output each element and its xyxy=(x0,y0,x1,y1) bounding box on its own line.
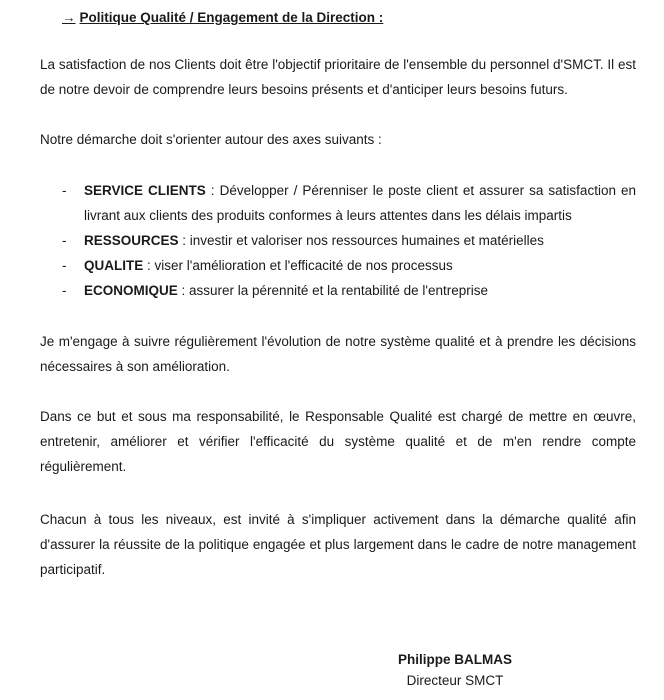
axes-list xyxy=(62,178,636,303)
axis-keyword: SERVICE CLIENTS xyxy=(84,183,206,198)
signatory-role: Directeur SMCT xyxy=(406,673,504,688)
intro-paragraph: La satisfaction de nos Clients doit être l'objectif prioritaire de l'ensemble du personnel d'SMCT. Il est de notre devoir de comprendre leurs besoins présents et d'anticiper leurs besoins futurs. xyxy=(40,57,636,97)
arrow-icon: → xyxy=(62,10,76,25)
axis-text: : assurer la pérennité et la rentabilité de l'entreprise xyxy=(177,283,489,298)
page-title xyxy=(62,10,383,25)
commitment-paragraph: Je m'engage à suivre régulièrement l'évolution de notre système qualité et à prendre les décisions nécessaires à son amélioration. xyxy=(40,334,636,374)
bullet-dash: - xyxy=(62,233,67,248)
signature-block xyxy=(398,649,512,691)
axis-text: : viser l'amélioration et l'efficacité de nos processus xyxy=(143,258,453,273)
bullet-dash: - xyxy=(62,283,67,298)
title-text: Politique Qualité / Engagement de la Direction : xyxy=(79,10,384,25)
involvement-paragraph: Chacun à tous les niveaux, est invité à s'impliquer activement dans la démarche qualité afin d'assurer la réussite de la politique engagée et plus largement dans le cadre de notre management participatif. xyxy=(40,512,636,577)
list-item xyxy=(62,253,636,278)
axis-text: : investir et valoriser nos ressources humaines et matérielles xyxy=(178,233,544,248)
signatory-name: Philippe BALMAS xyxy=(398,652,512,667)
bullet-dash: - xyxy=(62,183,67,198)
list-item xyxy=(62,228,636,253)
axis-keyword: RESSOURCES xyxy=(84,233,179,248)
axes-intro-paragraph: Notre démarche doit s'orienter autour des axes suivants : xyxy=(40,132,382,147)
axis-keyword: ECONOMIQUE xyxy=(84,283,178,298)
responsibility-paragraph: Dans ce but et sous ma responsabilité, le Responsable Qualité est chargé de mettre en œuvre, entretenir, améliorer et vérifier l'efficacité du système qualité et de m'en rendre compte régulièrement. xyxy=(40,409,636,474)
bullet-dash: - xyxy=(62,258,67,273)
list-item xyxy=(62,178,636,228)
axis-text: : Développer / Pérenniser le poste client et assurer sa satisfaction en livrant aux clients des produits conformes à leurs attentes dans les délais impartis xyxy=(84,183,636,223)
axis-keyword: QUALITE xyxy=(84,258,144,273)
list-item xyxy=(62,278,636,303)
